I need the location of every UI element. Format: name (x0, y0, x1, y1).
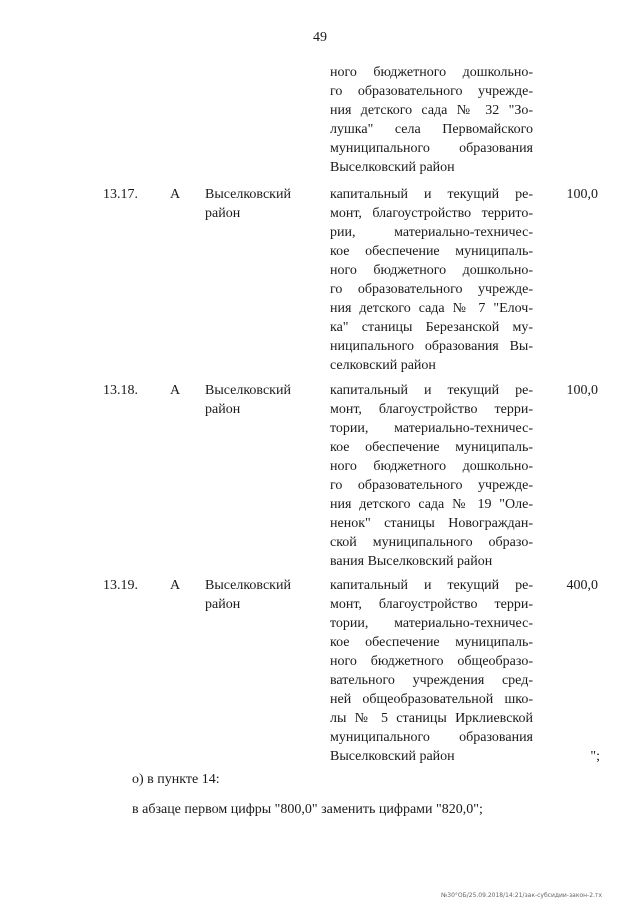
description-line: ния детского сада № 19 "Оле- (330, 497, 533, 512)
footer-file-reference: №30°ОБ/25.09.2018/14:21/зак-субсидии-закон-2.тх (441, 892, 602, 899)
description-line: муниципального образования (330, 730, 533, 745)
description-line: го образовательного учрежде- (330, 84, 533, 99)
paragraph-amendment: в абзаце первом цифры "800,0" заменить цифрами "820,0"; (132, 802, 483, 817)
description-line: ней общеобразовательной шко- (330, 692, 533, 707)
description-line: капитальный и текущий ре- (330, 578, 533, 593)
description-line: ской муниципального образо- (330, 535, 533, 550)
page-number: 49 (313, 30, 327, 45)
description-line: ка" станицы Березанской му- (330, 320, 533, 335)
description-line: го образовательного учрежде- (330, 282, 533, 297)
closing-quote-mark: "; (590, 749, 600, 764)
description-line: рии, материально-техничес- (330, 225, 533, 240)
row-category: А (170, 383, 181, 398)
row-description (330, 381, 533, 571)
description-line: лушка" села Первомайского (330, 122, 533, 137)
description-line: вания Выселковский район (330, 554, 493, 569)
description-line: ния детского сада № 32 "Зо- (330, 103, 533, 118)
row-number: 13.19. (103, 578, 138, 593)
description-line: кое обеспечение муниципаль- (330, 635, 533, 650)
description-line: тории, материально-техничес- (330, 616, 533, 631)
row-district: Выселковский район (205, 383, 291, 417)
description-line: монт, благоустройство терри- (330, 402, 533, 417)
row-number: 13.17. (103, 187, 138, 202)
description-line: лы № 5 станицы Ирклиевской (330, 711, 533, 726)
description-line: капитальный и текущий ре- (330, 383, 533, 398)
description-line: Выселковский район (330, 160, 455, 175)
description-line: муниципального образования (330, 141, 533, 156)
row-description (330, 576, 533, 766)
row-district: Выселковский район (205, 578, 291, 612)
description-line: Выселковский район (330, 749, 455, 764)
row-number: 13.18. (103, 383, 138, 398)
description-line: го образовательного учрежде- (330, 478, 533, 493)
description-line: кое обеспечение муниципаль- (330, 440, 533, 455)
description-line: ного бюджетного общеобразо- (330, 654, 533, 669)
row-category: А (170, 187, 181, 202)
row-amount: 400,0 (566, 578, 598, 593)
row-district: Выселковский район (205, 187, 291, 221)
row-amount: 100,0 (566, 383, 598, 398)
row-description (330, 63, 533, 177)
description-line: ного бюджетного дошкольно- (330, 263, 533, 278)
description-line: селковский район (330, 358, 436, 373)
description-line: ния детского сада № 7 "Елоч- (330, 301, 533, 316)
description-line: ненок" станицы Новограждан- (330, 516, 533, 531)
description-line: монт, благоустройство террито- (330, 206, 533, 221)
description-line: ного бюджетного дошкольно- (330, 65, 533, 80)
paragraph-item-o: о) в пункте 14: (132, 772, 220, 787)
description-line: ного бюджетного дошкольно- (330, 459, 533, 474)
description-line: капитальный и текущий ре- (330, 187, 533, 202)
description-line: вательного учреждения сред- (330, 673, 533, 688)
description-line: ниципального образования Вы- (330, 339, 533, 354)
description-line: монт, благоустройство терри- (330, 597, 533, 612)
row-amount: 100,0 (566, 187, 598, 202)
row-description (330, 185, 533, 375)
description-line: кое обеспечение муниципаль- (330, 244, 533, 259)
description-line: тории, материально-техничес- (330, 421, 533, 436)
row-category: А (170, 578, 181, 593)
